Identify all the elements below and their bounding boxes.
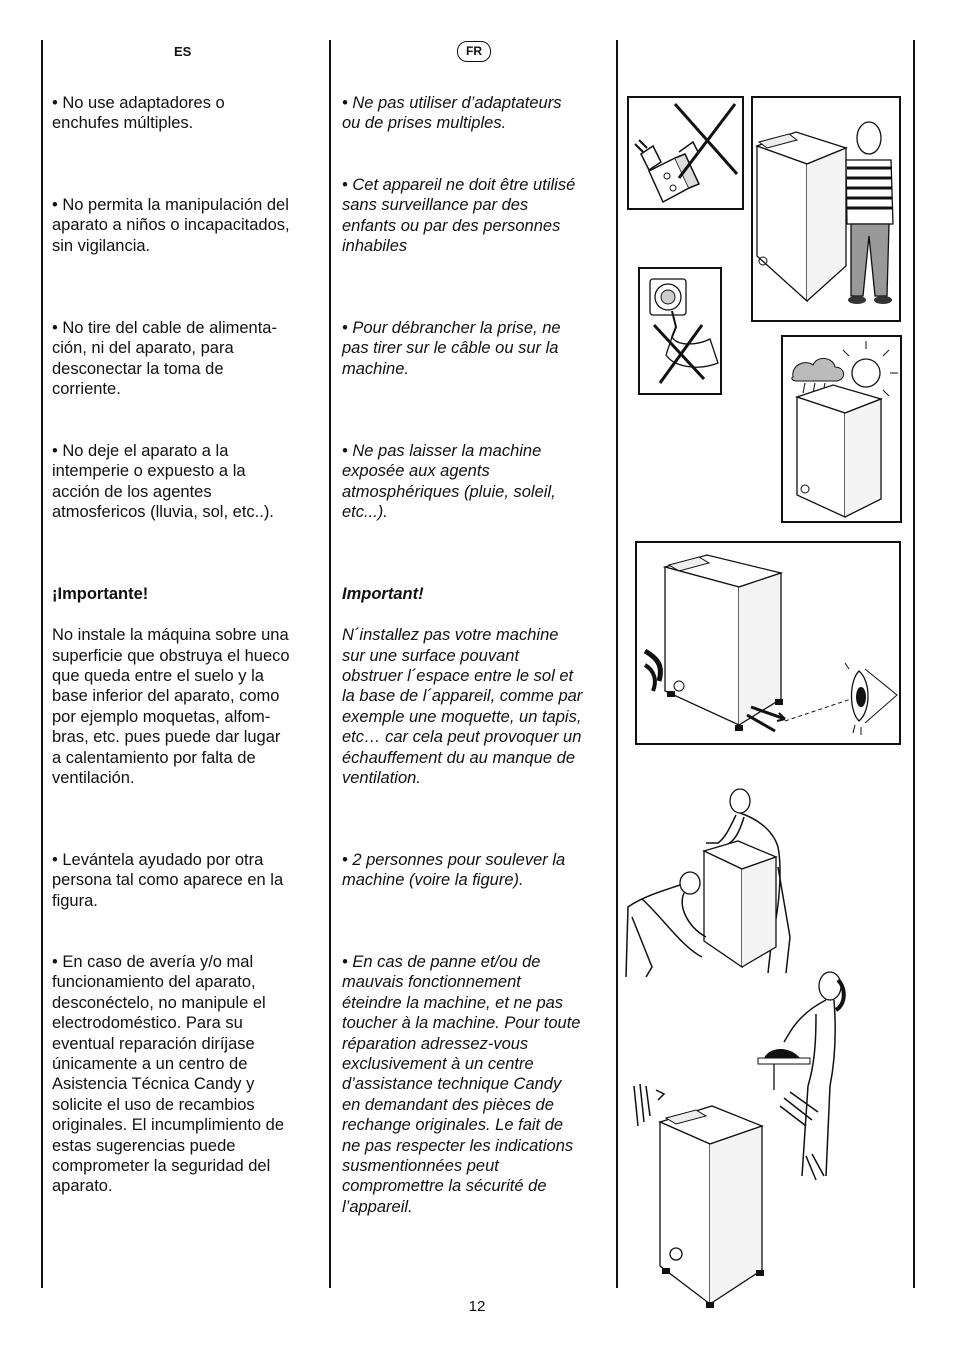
no-pull-cable-icon	[638, 267, 722, 395]
no-multiple-plugs-icon	[627, 96, 744, 210]
es-item-lifting: • Levántela ayudado por otra persona tal como aparece en la figura.	[52, 851, 284, 910]
es-item-adapters: • No use adaptadores o enchufes múltiples.	[52, 94, 225, 133]
column-divider-middle	[329, 40, 331, 1288]
fr-item-children: • Cet appareil ne doit être utilisé sans surveillance par des enfants ou par des personnes inhabiles	[342, 176, 576, 256]
es-important-body: No instale la máquina sobre una superficie que obstruya el hueco que queda entre el suelo y la base inferior del aparato, como por ejemplo moquetas, alfom- bras, etc. pues puede dar lugar a calentamiento por falta de ventilación.	[52, 626, 290, 788]
page-number: 12	[468, 1298, 486, 1315]
fr-important-body: N´installez pas votre machine sur une surface pouvant obstruer l´espace entre le sol et la base de l´appareil, comme par exemple une moquette, un tapis, etc… car cela peut provoquer un échauffement du au manque de ventilation.	[342, 626, 583, 788]
es-item-cable: • No tire del cable de alimenta- ción, ni del aparato, para desconectar la toma de corriente.	[52, 319, 277, 399]
two-people-lifting-illustration	[622, 787, 802, 977]
es-item-malfunction: • En caso de avería y/o mal funcionamiento del aparato, desconéctelo, no manipule el electrodoméstico. Para su eventual reparación diríjase únicamente a un centro de Asistencia Técnica Candy y solicite el uso de recambios originales. El incumplimiento de estas sugerencias puede comprometer la seguridad del aparato.	[52, 953, 285, 1196]
fr-item-adapters: • Ne pas utiliser d’adaptateurs ou de prises multiples.	[342, 94, 562, 133]
fr-item-important	[342, 564, 612, 809]
fr-important-heading: Important!	[342, 585, 424, 604]
es-item-important	[52, 564, 318, 809]
malfunction-shaking-machine-illustration	[630, 966, 870, 1311]
fr-item-weather: • Ne pas laisser la machine exposée aux agents atmosphériques (pluie, soleil, etc...).	[342, 442, 556, 522]
fr-language-badge: FR	[457, 41, 491, 62]
fr-item-lifting: • 2 personnes pour soulever la machine (voire la figure).	[342, 851, 566, 890]
es-item-children: • No permita la manipulación del aparato a niños o incapacitados, sin vigilancia.	[52, 196, 290, 255]
es-language-label: ES	[174, 44, 192, 59]
machine-outdoors-weather-illustration	[781, 335, 902, 523]
es-item-weather: • No deje el aparato a la intemperie o expuesto a la acción de los agentes atmosfericos (lluvia, sol, etc..).	[52, 442, 274, 522]
ventilation-gap-illustration	[635, 541, 901, 745]
es-important-heading: ¡Importante!	[52, 585, 149, 604]
column-divider-far-right	[913, 40, 915, 1288]
fr-item-malfunction: • En cas de panne et/ou de mauvais fonctionnement éteindre la machine, et ne pas toucher à la machine. Pour toute réparation adressez-vous exclusivement à un centre d’assistance technique Candy en demandant des pièces de rechange originales. Le fait de ne pas respecter les indications susmentionnées peut compromettre la sécurité de l’appareil.	[342, 953, 581, 1216]
fr-item-cable: • Pour débrancher la prise, ne pas tirer sur le câble ou sur la machine.	[342, 319, 561, 378]
machine-with-person-illustration	[751, 96, 901, 322]
column-divider-right	[616, 40, 618, 1288]
column-divider-left	[41, 40, 43, 1288]
